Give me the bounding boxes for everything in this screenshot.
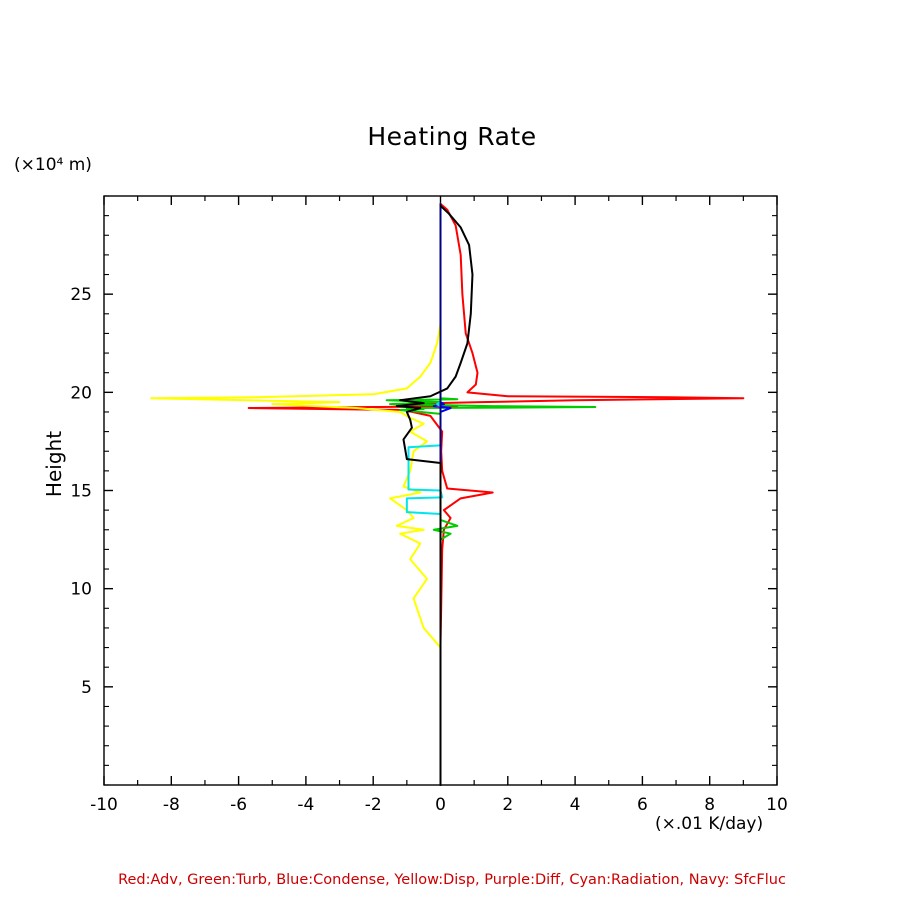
- x-axis-title: (×.01 K/day): [655, 814, 764, 834]
- x-axis-tick-label: 0: [435, 795, 446, 815]
- x-axis-tick-label: 4: [569, 795, 581, 815]
- series-line-disp: [151, 204, 440, 785]
- y-axis-tick-label: 20: [70, 383, 92, 404]
- y-axis-tick-label: 25: [70, 285, 92, 306]
- x-axis-tick-label: -2: [364, 795, 382, 815]
- y-axis-tick-label: 5: [81, 677, 92, 698]
- x-axis-tick-label: 2: [502, 795, 514, 815]
- x-axis-tick-label: 8: [704, 795, 716, 815]
- x-axis-tick-label: -4: [297, 795, 315, 815]
- chart-legend: Red:Adv, Green:Turb, Blue:Condense, Yellow:Disp, Purple:Diff, Cyan:Radiation, Navy: SfcFluc: [118, 872, 786, 888]
- y-axis-unit-text: (×10⁴ m): [14, 155, 92, 175]
- y-axis-tick-label: 15: [70, 481, 92, 502]
- y-axis-title: Height: [42, 430, 66, 498]
- x-axis-tick-label: 10: [766, 795, 788, 815]
- x-axis-tick-label: -8: [162, 795, 180, 815]
- x-axis-tick-label: -10: [90, 795, 118, 815]
- x-axis-tick-label: 6: [636, 795, 648, 815]
- series-line-turb: [387, 204, 596, 785]
- x-axis-tick-label: -6: [230, 795, 248, 815]
- chart-title: Heating Rate: [367, 122, 537, 151]
- series-line-adv: [249, 204, 744, 785]
- y-axis-tick-label: 10: [70, 579, 92, 600]
